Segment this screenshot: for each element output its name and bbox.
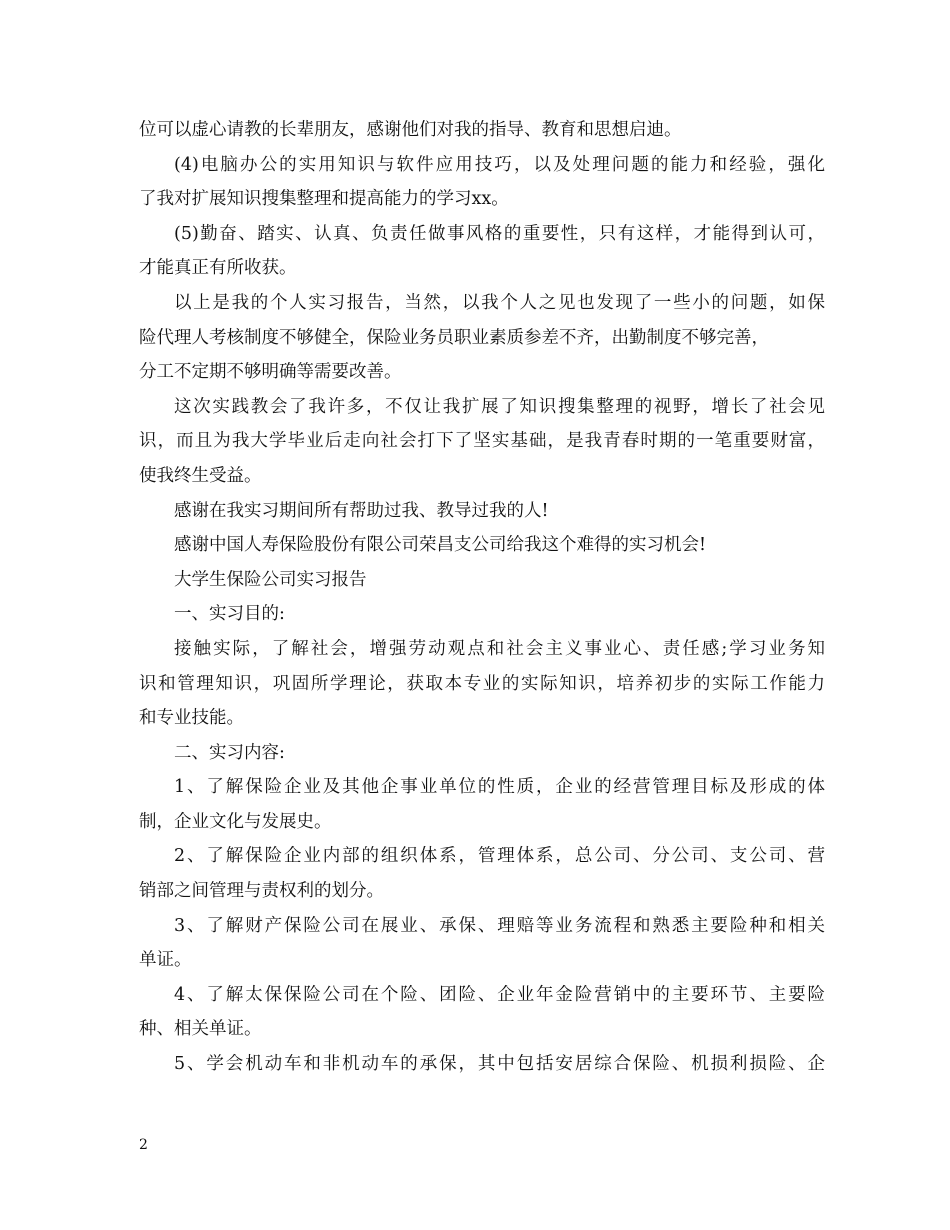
text-line: 3、了解财产保险公司在展业、承保、理赔等业务流程和熟悉主要险种和相关 (174, 915, 825, 936)
document-body (139, 113, 825, 1082)
text-line: 这次实践教会了我许多，不仅让我扩展了知识搜集整理的视野，增长了社会见 (174, 396, 825, 417)
text-line: 种、相关单证。 (139, 1019, 262, 1040)
text-line: 位可以虚心请教的长辈朋友，感谢他们对我的指导、教育和思想启迪。 (139, 120, 682, 140)
text-line: 2、了解保险企业内部的组织体系，管理体系，总公司、分公司、支公司、营 (174, 846, 825, 867)
text-line: 险代理人考核制度不够健全，保险业务员职业素质参差不齐，出勤制度不够完善， (139, 327, 769, 348)
text-line: 使我终生受益。 (139, 465, 262, 486)
text-line: 识，而且为我大学毕业后走向社会打下了坚实基础，是我青春时期的一笔重要财富， (139, 431, 825, 452)
text-line: 分工不定期不够明确等需要改善。 (139, 362, 402, 383)
text-line: 大学生保险公司实习报告 (174, 569, 367, 590)
text-line: 才能真正有所收获。 (139, 258, 297, 279)
text-line: 以上是我的个人实习报告，当然，以我个人之见也发现了一些小的问题，如保 (174, 292, 825, 313)
text-line: 和专业技能。 (139, 708, 244, 729)
text-line: 销部之间管理与责权利的划分。 (139, 881, 384, 902)
text-line: 4、了解太保保险公司在个险、团险、企业年金险营销中的主要环节、主要险 (174, 984, 825, 1005)
text-line: 二、实习内容: (174, 742, 285, 763)
text-line: 感谢在我实习期间所有帮助过我、教导过我的人! (174, 500, 549, 521)
text-line: (4)电脑办公的实用知识与软件应用技巧，以及处理问题的能力和经验，强化 (174, 154, 825, 175)
text-line: 了我对扩展知识搜集整理和提高能力的学习xx。 (139, 189, 509, 210)
text-line: 感谢中国人寿保险股份有限公司荣昌支公司给我这个难得的实习机会! (174, 535, 707, 556)
text-line: 1、了解保险企业及其他企事业单位的性质，企业的经营管理目标及形成的体 (174, 777, 825, 798)
text-line: 识和管理知识，巩固所学理论，获取本专业的实际知识，培养初步的实际工作能力 (139, 673, 825, 694)
text-line: 接触实际，了解社会，增强劳动观点和社会主义事业心、责任感;学习业务知 (174, 638, 825, 659)
text-line: 单证。 (139, 950, 192, 971)
page-number: 2 (139, 1137, 148, 1153)
text-line: 制，企业文化与发展史。 (139, 811, 332, 832)
text-line: 一、实习目的: (174, 604, 285, 625)
text-line: 5、学会机动车和非机动车的承保，其中包括安居综合保险、机损利损险、企 (174, 1054, 825, 1075)
text-line: (5)勤奋、踏实、认真、负责任做事风格的重要性，只有这样，才能得到认可， (174, 223, 825, 244)
